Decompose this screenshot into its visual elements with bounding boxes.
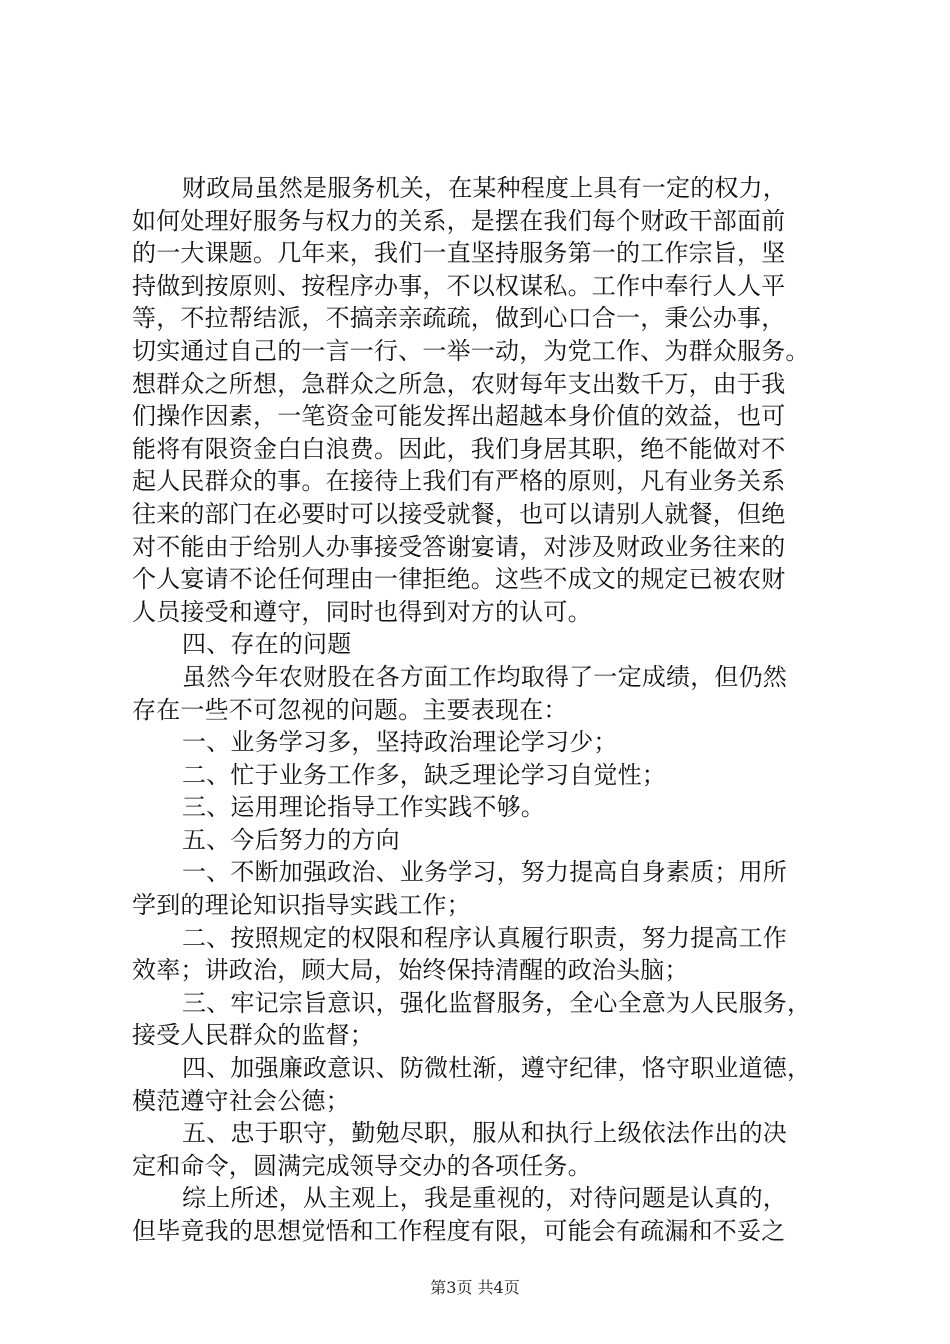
text-line: 接受人民群众的监督； [132, 1021, 374, 1050]
text-line: 虽然今年农财股在各方面工作均取得了一定成绩，但仍然 [182, 662, 787, 691]
text-line: 对不能由于给别人办事接受答谢宴请，对涉及财政业务往来的 [132, 532, 786, 561]
list-item: 二、按照规定的权限和程序认真履行职责，努力提高工作 [182, 923, 787, 952]
text-line: 起人民群众的事。在接待上我们有严格的原则，凡有业务关系 [132, 467, 786, 496]
text-line: 能将有限资金白白浪费。因此，我们身居其职，绝不能做对不 [132, 434, 786, 463]
text-line: 等，不拉帮结派，不搞亲亲疏疏，做到心口合一，秉公办事， [132, 304, 786, 333]
text-line: 存在一些不可忽视的问题。主要表现在： [132, 695, 568, 724]
text-line: 想群众之所想，急群众之所急，农财每年支出数千万，由于我 [132, 369, 786, 398]
text-line: 模范遵守社会公德； [132, 1086, 350, 1115]
text-line: 综上所述，从主观上，我是重视的，对待问题是认真的， [182, 1184, 787, 1213]
text-line: 切实通过自己的一言一行、一举一动，为党工作、为群众服务。 [132, 336, 810, 365]
list-item: 二、忙于业务工作多，缺乏理论学习自觉性； [182, 760, 666, 789]
text-line: 定和命令，圆满完成领导交办的各项任务。 [132, 1151, 592, 1180]
text-line: 财政局虽然是服务机关，在某种程度上具有一定的权力， [182, 174, 787, 202]
text-line: 的一大课题。几年来，我们一直坚持服务第一的工作宗旨，坚 [132, 239, 786, 268]
list-item: 五、忠于职守，勤勉尽职，服从和执行上级依法作出的决 [182, 1119, 787, 1148]
list-item: 三、牢记宗旨意识，强化监督服务，全心全意为人民服务， [182, 988, 812, 1017]
text-line: 往来的部门在必要时可以接受就餐，也可以请别人就餐，但绝 [132, 499, 786, 528]
text-line: 学到的理论知识指导实践工作； [132, 891, 471, 920]
list-item: 四、加强廉政意识、防微杜渐，遵守纪律，恪守职业道德， [182, 1054, 812, 1083]
list-item: 三、运用理论指导工作实践不够。 [182, 793, 545, 822]
list-item: 一、业务学习多，坚持政治理论学习少； [182, 728, 618, 757]
section-heading: 五、今后努力的方向 [182, 825, 400, 854]
document-body [132, 172, 852, 1248]
text-line: 人员接受和遵守，同时也得到对方的认可。 [132, 597, 592, 626]
section-heading: 四、存在的问题 [182, 630, 352, 659]
list-item: 一、不断加强政治、业务学习，努力提高自身素质；用所 [182, 858, 787, 887]
text-line: 们操作因素，一笔资金可能发挥出超越本身价值的效益，也可 [132, 402, 786, 431]
text-line: 效率；讲政治，顾大局，始终保持清醒的政治头脑； [132, 956, 689, 985]
text-line: 但毕竟我的思想觉悟和工作程度有限，可能会有疏漏和不妥之 [132, 1217, 786, 1245]
text-line: 持做到按原则、按程序办事，不以权谋私。工作中奉行人人平 [132, 271, 786, 300]
text-line: 个人宴请不论任何理由一律拒绝。这些不成文的规定已被农财 [132, 565, 786, 594]
page-number: 第3页 共4页 [430, 1278, 520, 1297]
text-line: 如何处理好服务与权力的关系，是摆在我们每个财政干部面前 [132, 206, 786, 235]
